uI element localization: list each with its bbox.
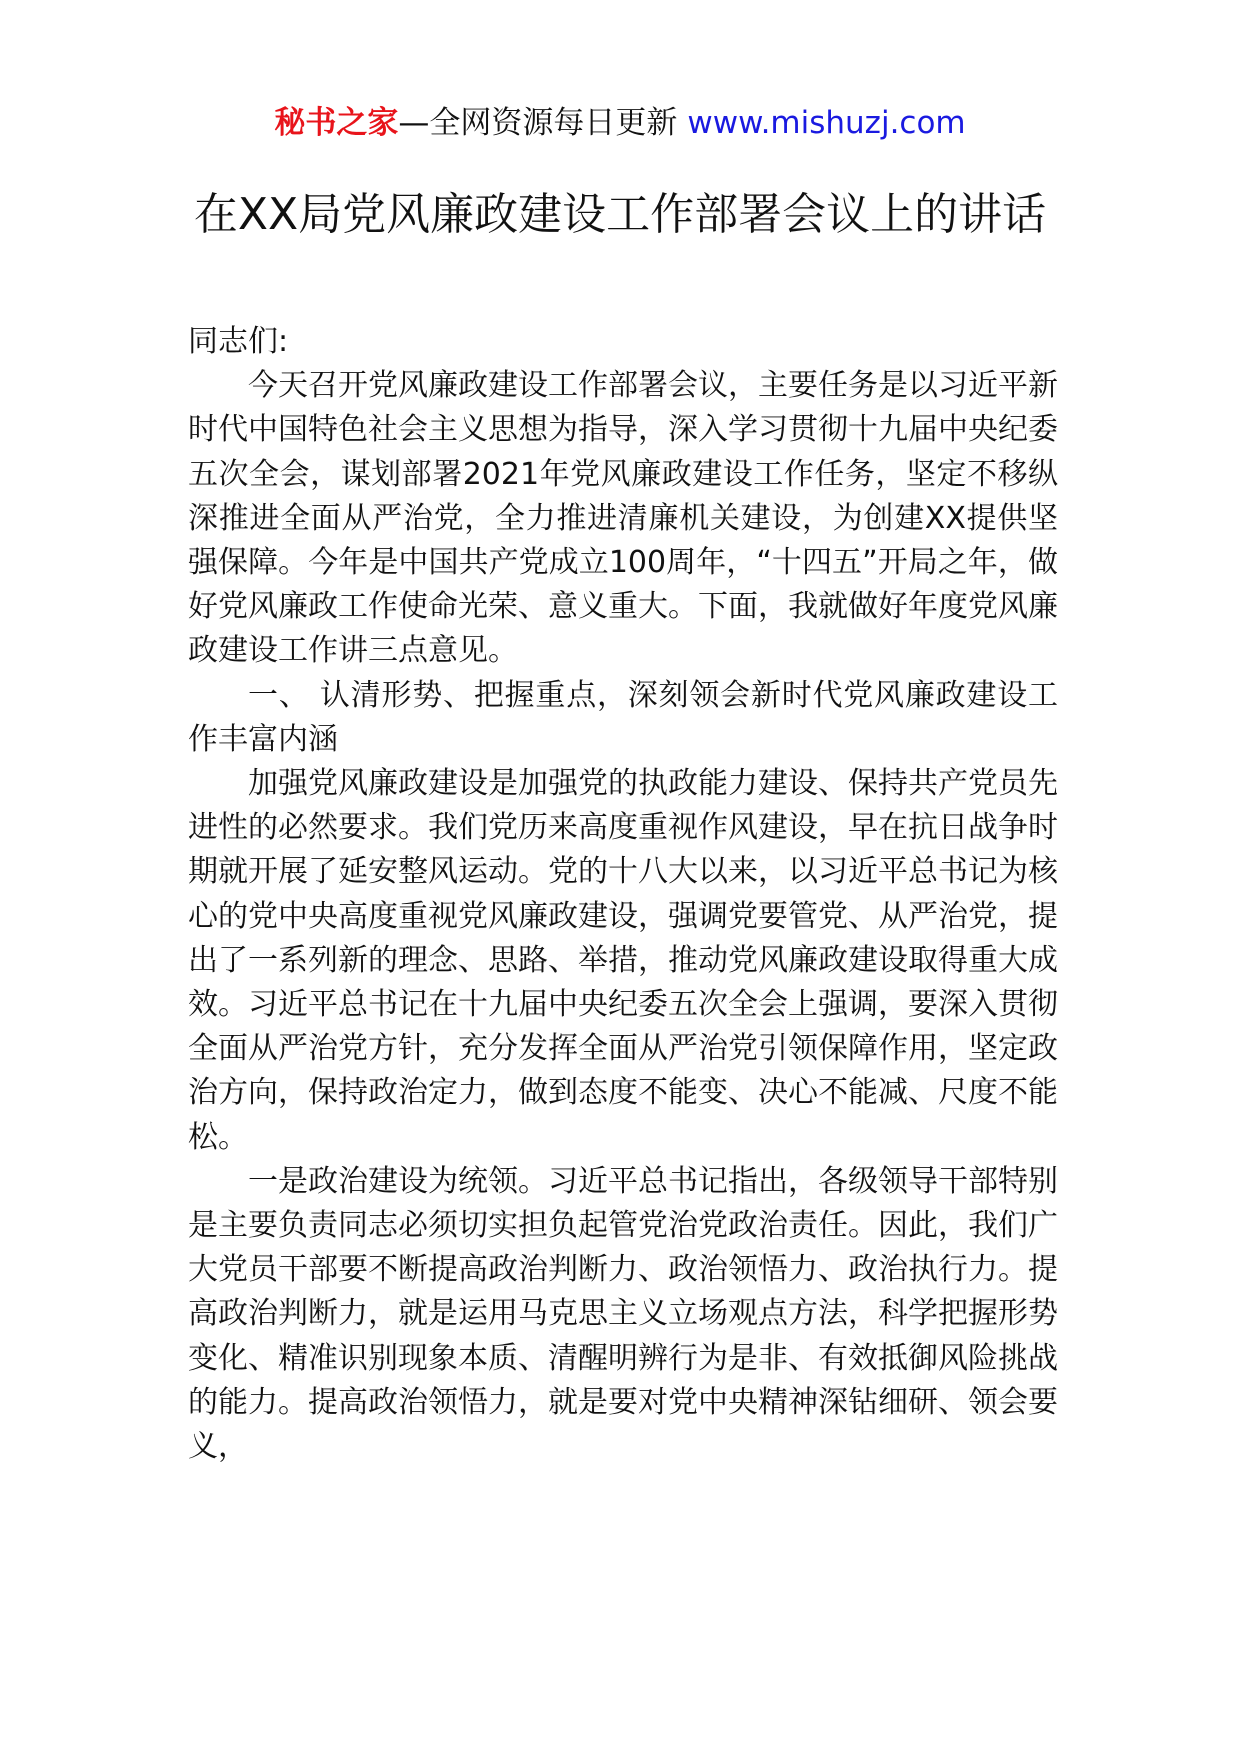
salutation: 同志们:	[188, 324, 289, 359]
document-body	[188, 320, 1058, 1469]
brand-name: 秘书之家	[274, 105, 399, 141]
site-url[interactable]: www.mishuzj.com	[687, 105, 966, 141]
section-heading: 一、 认清形势、把握重点，深刻领会新时代党风廉政建设工作丰富内涵	[188, 677, 1058, 757]
document-title: 在XX局党风廉政建设工作部署会议上的讲话	[193, 189, 1047, 240]
paragraph: 一是政治建设为统领。习近平总书记指出，各级领导干部特别是主要负责同志必须切实担负起管党治党政治责任。因此，我们广大党员干部要不断提高政治判断力、政治领悟力、政治执行力。提高政治判断力，就是运用马克思主义立场观点方法，科学把握形势变化、精准识别现象本质、清醒明辨行为是非、有效抵御风险挑战的能力。提高政治领悟力，就是要对党中央精神深钻细研、领会要义，	[188, 1163, 1058, 1465]
paragraph: 加强党风廉政建设是加强党的执政能力建设、保持共产党员先进性的必然要求。我们党历来高度重视作风建设，早在抗日战争时期就开展了延安整风运动。党的十八大以来，以习近平总书记为核心的党中央高度重视党风廉政建设，强调党要管党、从严治党，提出了一系列新的理念、思路、举措，推动党风廉政建设取得重大成效。习近平总书记在十九届中央纪委五次全会上强调，要深入贯彻全面从严治党方针，充分发挥全面从严治党引领保障作用，坚定政治方向，保持政治定力，做到态度不能变、决心不能减、尺度不能松。	[188, 766, 1058, 1155]
paragraph: 今天召开党风廉政建设工作部署会议，主要任务是以习近平新时代中国特色社会主义思想为指导，深入学习贯彻十九届中央纪委五次全会，谋划部署2021年党风廉政建设工作任务，坚定不移纵深推进全面从严治党，全力推进清廉机关建设，为创建XX提供坚强保障。今年是中国共产党成立100周年，“十四五”开局之年，做好党风廉政工作使命光荣、意义重大。下面，我就做好年度党风廉政建设工作讲三点意见。	[188, 368, 1058, 669]
header-tagline: —全网资源每日更新	[398, 105, 678, 141]
site-header	[0, 100, 1240, 146]
